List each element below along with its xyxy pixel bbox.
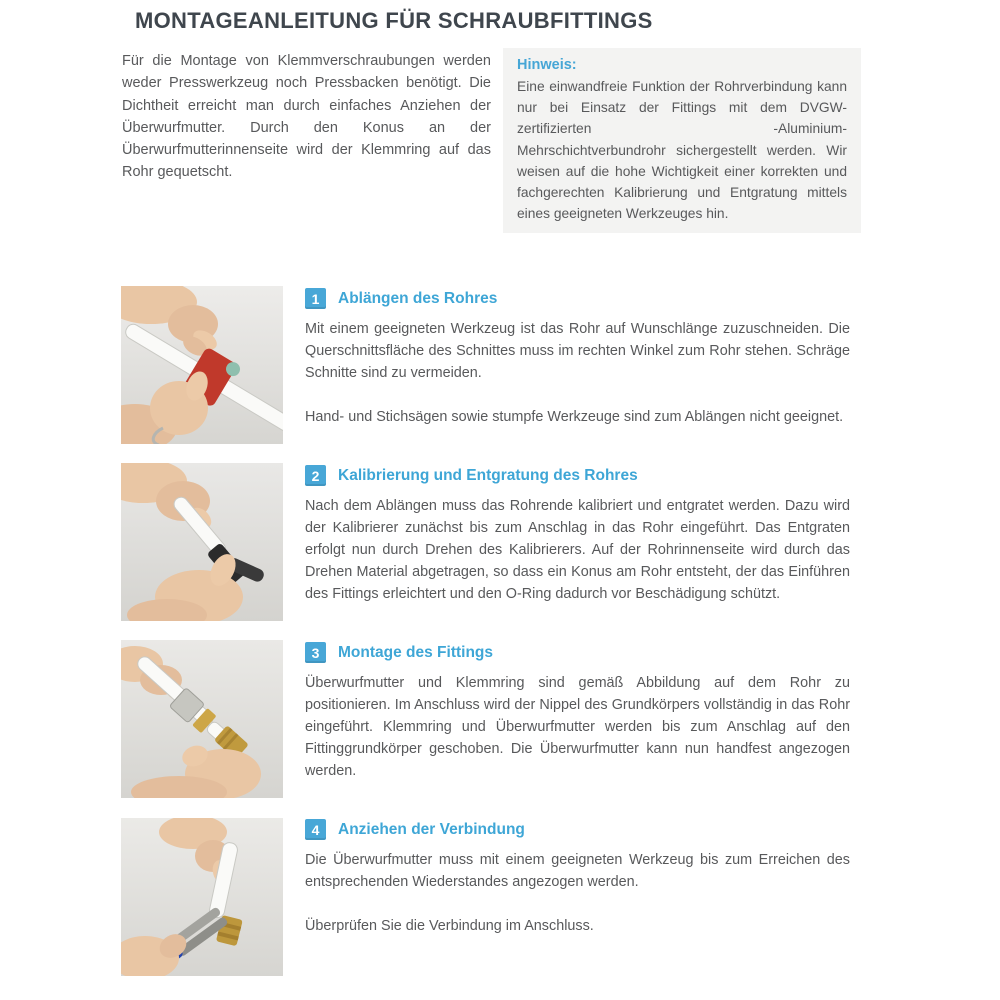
step-4-header: [305, 819, 850, 840]
step-1-number-badge: 1: [305, 288, 326, 309]
step-4-paragraph: Überprüfen Sie die Verbindung im Anschluss.: [305, 918, 594, 934]
step-2-number-badge: 2: [305, 465, 326, 486]
step-4-paragraph: Die Überwurfmutter muss mit einem geeigneten Werkzeug bis zum Erreichen des entsprechenden Wiederstandes angezogen werden.: [305, 852, 850, 890]
step-4-number-badge: 4: [305, 819, 326, 840]
step-1-title: Ablängen des Rohres: [338, 289, 498, 307]
step-1-photo-pipe-cutting: [121, 286, 283, 444]
page-title: MONTAGEANLEITUNG FÜR SCHRAUBFITTINGS: [135, 8, 653, 33]
step-4-title: Anziehen der Verbindung: [338, 820, 525, 838]
step-2-title: Kalibrierung und Entgratung des Rohres: [338, 466, 638, 484]
step-2-photo-calibration: [121, 463, 283, 621]
step-4: [305, 819, 850, 937]
step-2: [305, 465, 850, 605]
step-1-paragraph: Mit einem geeigneten Werkzeug ist das Rohr auf Wunschlänge zuzuschneiden. Die Querschnittsfläche des Schnittes muss im rechten Winkel zum Rohr stehen. Schräge Schnitte sind zu vermeiden.: [305, 321, 850, 381]
step-1: [305, 288, 850, 428]
step-3-photo-fitting-assembly: [121, 640, 283, 798]
step-1-header: [305, 288, 850, 309]
note-body: Eine einwandfreie Funktion der Rohrverbindung kann nur bei Einsatz der Fittings mit dem DVGW-zertifizierten -Aluminium-Mehrschichtverbundrohr sichergestellt werden. Wir weisen auf die hohe Wichtigkeit einer korrekten und fachgerechten Kalibrierung und Entgratung mittels eines geeigneten Werkzeuges hin.: [517, 79, 847, 222]
step-2-paragraph: Nach dem Ablängen muss das Rohrende kalibriert und entgratet werden. Dazu wird der Kalibrierer zunächst bis zum Anschlag in das Rohr eingeführt. Das Entgraten erfolgt nun durch Drehen des Kalibrierers. Auf der Rohrinnenseite wird durch das Drehen Material abgetragen, so dass ein Konus am Rohr entsteht, der das Einführen des Fittings erleichtert und den O-Ring dadurch vor Beschädigung schützt.: [305, 498, 850, 602]
step-1-paragraph: Hand- und Stichsägen sowie stumpfe Werkzeuge sind zum Ablängen nicht geeignet.: [305, 409, 844, 425]
note-label: Hinweis:: [517, 57, 577, 73]
step-3-title: Montage des Fittings: [338, 643, 493, 661]
note-box: [503, 48, 861, 233]
step-3-paragraph: Überwurfmutter und Klemmring sind gemäß Abbildung auf dem Rohr zu positionieren. Im Anschluss wird der Nippel des Grundkörpers vollständig in das Rohr eingeführt. Klemmring und Überwurfmutter werden bis zum Anschlag auf den Fittinggrundkörper geschoben. Die Überwurfmutter kann nun handfest angezogen werden.: [305, 675, 850, 779]
step-3: [305, 642, 850, 782]
step-3-number-badge: 3: [305, 642, 326, 663]
intro-paragraph: Für die Montage von Klemmverschraubungen werden weder Presswerkzeug noch Pressbacken benötigt. Die Dichtheit erreicht man durch einfaches Anziehen der Überwurfmutter. Durch den Konus an der Überwurfmutterinnenseite wird der Klemmring auf das Rohr gequetscht.: [122, 53, 491, 181]
step-4-photo-tightening: [121, 818, 283, 976]
step-2-header: [305, 465, 850, 486]
step-3-header: [305, 642, 850, 663]
